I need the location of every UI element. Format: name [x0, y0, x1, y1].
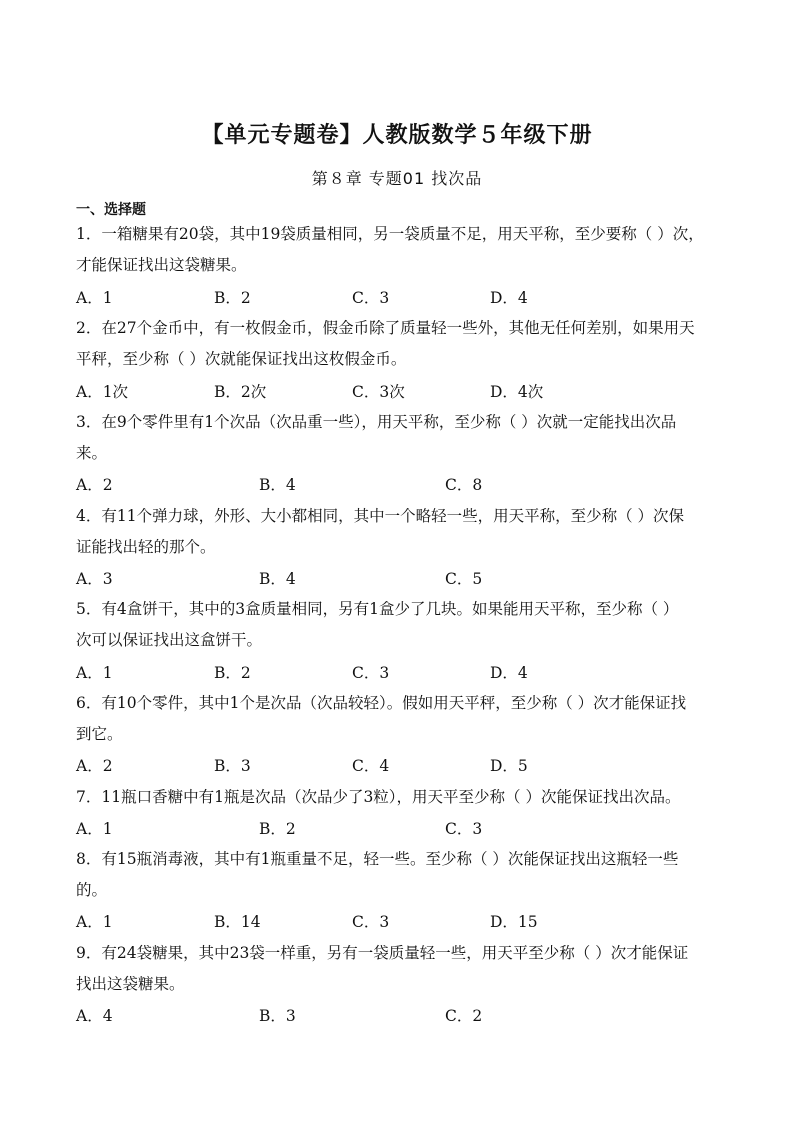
question-3-option-c: C．8: [445, 476, 483, 494]
question-7-option-a: A．1: [76, 820, 113, 838]
question-8-line-1: 8．有15瓶消毒液，其中有1瓶重量不足，轻一些。至少称（ ）次能保证找出这瓶轻一些: [76, 850, 679, 868]
question-5-option-b: B．2: [214, 664, 251, 682]
question-4-option-b: B．4: [259, 570, 296, 588]
question-9-line-1: 9．有24袋糖果，其中23袋一样重，另有一袋质量轻一些，用天平至少称（ ）次才能保证: [76, 944, 689, 962]
question-4-option-a: A．3: [76, 570, 113, 588]
question-5-line-2: 次可以保证找出这盒饼干。: [76, 631, 263, 649]
question-8-line-2: 的。: [76, 881, 108, 899]
question-9-option-a: A．4: [76, 1007, 113, 1025]
question-6-option-d: D．5: [490, 757, 528, 775]
question-1-option-a: A．1: [76, 289, 113, 307]
question-6-option-a: A．2: [76, 757, 113, 775]
question-8-option-b: B．14: [214, 913, 261, 931]
question-6-line-2: 到它。: [76, 725, 123, 743]
question-3-line-1: 3．在9个零件里有1个次品（次品重一些），用天平称，至少称（ ）次就一定能找出次品: [76, 413, 677, 431]
question-5-option-c: C．3: [352, 664, 390, 682]
question-9-option-c: C．2: [445, 1007, 483, 1025]
document-title: 【单元专题卷】人教版数学５年级下册: [201, 123, 593, 148]
question-2-option-c: C．3次: [352, 383, 405, 401]
question-1-line-2: 才能保证找出这袋糖果。: [76, 256, 247, 274]
question-8-option-d: D．15: [490, 913, 538, 931]
question-4-line-1: 4．有11个弹力球，外形、大小都相同，其中一个略轻一些，用天平称，至少称（ ）次保: [76, 507, 685, 525]
question-8-option-c: C．3: [352, 913, 390, 931]
question-1-option-c: C．3: [352, 289, 390, 307]
question-2-line-1: 2．在27个金币中，有一枚假金币，假金币除了质量轻一些外，其他无任何差别，如果用天: [76, 319, 695, 337]
question-6-option-b: B．3: [214, 757, 251, 775]
question-5-line-1: 5．有4盒饼干，其中的3盒质量相同，另有1盒少了几块。如果能用天平称，至少称（ ）: [76, 600, 679, 618]
question-7-line-1: 7．11瓶口香糖中有1瓶是次品（次品少了3粒），用天平至少称（ ）次能保证找出次品。: [76, 788, 681, 806]
document-subtitle: 第８章 专题01 找次品: [311, 169, 483, 188]
question-2-option-d: D．4次: [490, 383, 544, 401]
question-7-option-c: C．3: [445, 820, 483, 838]
section-heading: 一、选择题: [76, 202, 146, 218]
question-2-option-b: B．2次: [214, 383, 267, 401]
question-3-option-b: B．4: [259, 476, 296, 494]
question-4-option-c: C．5: [445, 570, 483, 588]
question-8-option-a: A．1: [76, 913, 113, 931]
question-6-option-c: C．4: [352, 757, 390, 775]
question-9-option-b: B．3: [259, 1007, 296, 1025]
question-2-line-2: 平秤，至少称（ ）次就能保证找出这枚假金币。: [76, 350, 407, 368]
question-1-option-b: B．2: [214, 289, 251, 307]
question-1-line-1: 1．一箱糖果有20袋，其中19袋质量相同，另一袋质量不足，用天平称，至少要称（ ）次，: [76, 225, 704, 243]
question-3-line-2: 来。: [76, 444, 108, 462]
question-5-option-d: D．4: [490, 664, 528, 682]
question-7-option-b: B．2: [259, 820, 296, 838]
question-1-option-d: D．4: [490, 289, 528, 307]
question-2-option-a: A．1次: [76, 383, 129, 401]
question-4-line-2: 证能找出轻的那个。: [76, 538, 216, 556]
question-3-option-a: A．2: [76, 476, 113, 494]
question-9-line-2: 找出这袋糖果。: [76, 975, 185, 993]
question-5-option-a: A．1: [76, 664, 113, 682]
question-6-line-1: 6．有10个零件，其中1个是次品（次品较轻）。假如用天平秤，至少称（ ）次才能保证找: [76, 694, 687, 712]
